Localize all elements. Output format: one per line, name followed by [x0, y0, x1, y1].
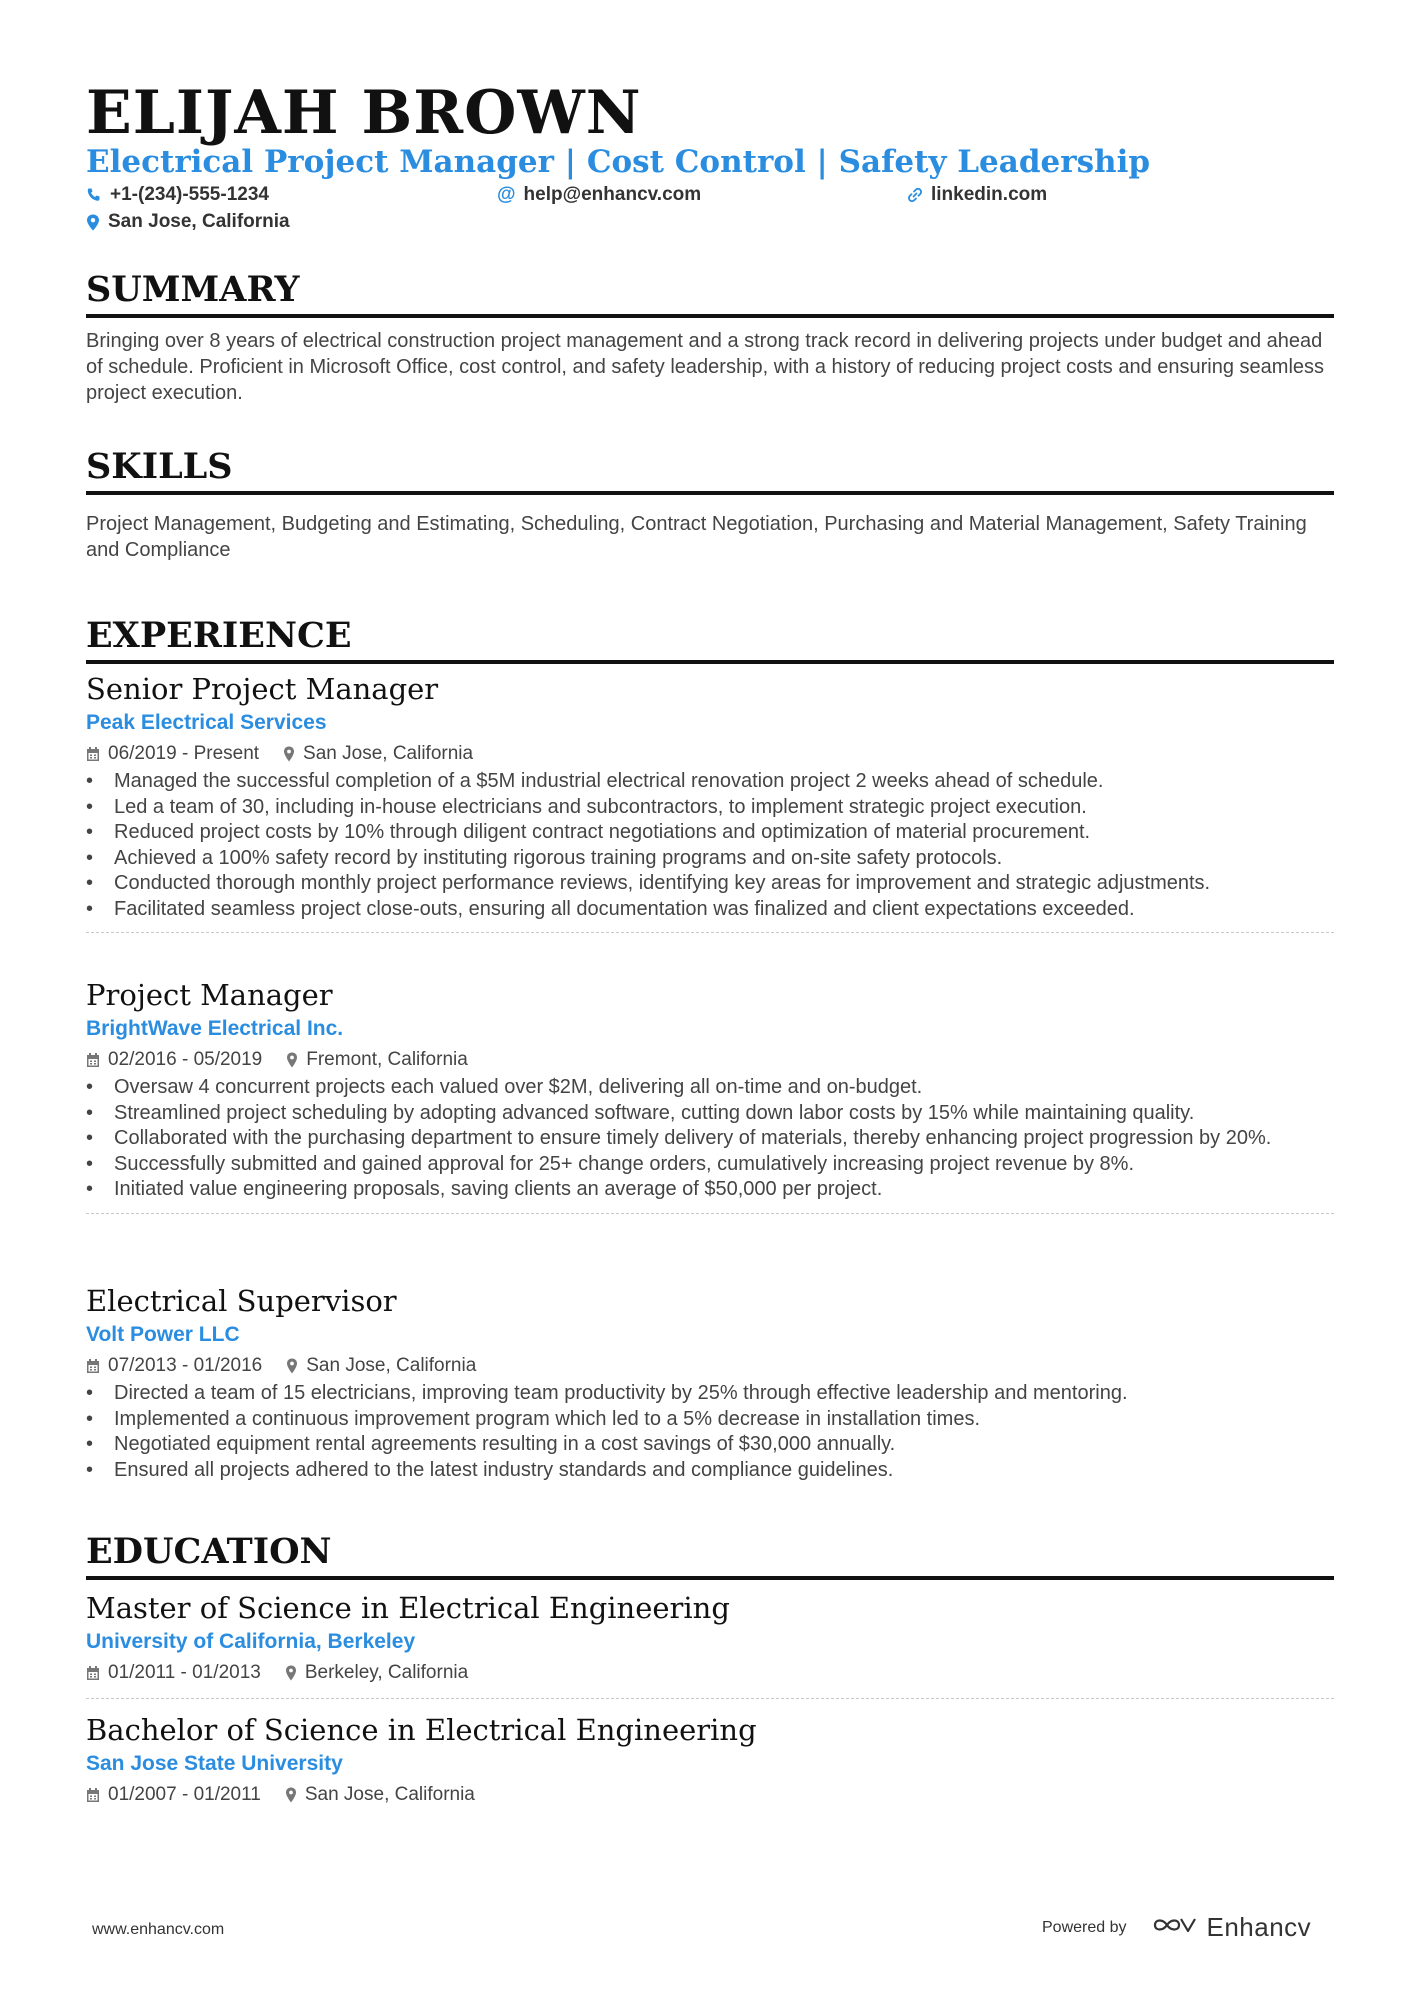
education-meta	[86, 1658, 1334, 1688]
company-name: BrightWave Electrical Inc.	[86, 1017, 344, 1040]
job-title: Electrical Supervisor	[86, 1284, 397, 1318]
list-item: • Reduced project costs by 10% through diligent contract negotiations and optimization of material procurement.	[86, 820, 1334, 846]
skills-heading: SKILLS	[86, 445, 1334, 495]
list-item: • Negotiated equipment rental agreements resulting in a cost savings of $30,000 annually.	[86, 1432, 1334, 1458]
entry-divider	[86, 932, 1334, 933]
education-location: San Jose, California	[304, 1784, 475, 1805]
skills-text: Project Management, Budgeting and Estimating, Scheduling, Contract Negotiation, Purchasing and Material Management, Safety Training and Compliance	[86, 513, 1307, 561]
degree-title: Master of Science in Electrical Engineering	[86, 1591, 730, 1625]
job-location: San Jose, California	[306, 1355, 477, 1376]
summary-text: Bringing over 8 years of electrical construction project management and a strong track record in delivering projects under budget and ahead of schedule. Proficient in Microsoft Office, cost control, and safety leadership, with a history of reducing project costs and ensuring seamless project execution.	[86, 330, 1325, 404]
at-icon: @	[497, 184, 516, 205]
list-item: • Achieved a 100% safety record by instituting rigorous training programs and on-site safety protocols.	[86, 846, 1334, 872]
education-entry	[86, 1712, 1334, 1810]
list-item: • Successfully submitted and gained approval for 25+ change orders, cumulatively increasing project revenue by 8%.	[86, 1152, 1334, 1178]
list-item: • Collaborated with the purchasing department to ensure timely delivery of materials, thereby enhancing project progression by 20%.	[86, 1126, 1334, 1152]
experience-entry	[86, 671, 1334, 933]
job-title: Senior Project Manager	[86, 672, 439, 706]
job-bullets	[86, 1381, 1334, 1483]
calendar-icon	[86, 746, 100, 762]
email-text[interactable]: help@enhancv.com	[523, 184, 702, 205]
calendar-icon	[86, 1787, 100, 1803]
calendar-icon	[86, 1665, 100, 1681]
location-pin-icon	[286, 1052, 298, 1068]
location-pin-icon	[285, 1787, 297, 1803]
degree-title: Bachelor of Science in Electrical Engineering	[86, 1713, 757, 1747]
education-meta	[86, 1780, 1334, 1810]
entry-divider	[86, 1698, 1334, 1699]
footer-website[interactable]: www.enhancv.com	[92, 1921, 225, 1938]
education-heading: EDUCATION	[86, 1530, 1334, 1580]
phone-icon	[86, 187, 102, 203]
education-entry	[86, 1590, 1334, 1699]
job-meta	[86, 1045, 1334, 1075]
education-dates: 01/2007 - 01/2011	[108, 1784, 261, 1805]
job-dates: 02/2016 - 05/2019	[108, 1049, 263, 1070]
location-pin-icon	[285, 1665, 297, 1681]
job-dates: 06/2019 - Present	[108, 743, 260, 764]
experience-entry	[86, 977, 1334, 1214]
list-item: • Oversaw 4 concurrent projects each valued over $2M, delivering all on-time and on-budget.	[86, 1075, 1334, 1101]
linkedin-text[interactable]: linkedin.com	[931, 184, 1048, 205]
contact-location	[86, 211, 290, 233]
location-pin-icon	[86, 214, 100, 231]
powered-by-label: Powered by	[1042, 1918, 1127, 1936]
job-title: Project Manager	[86, 978, 333, 1012]
phone-text[interactable]: +1-(234)-555-1234	[110, 184, 269, 205]
company-name: Volt Power LLC	[86, 1323, 240, 1346]
list-item: • Conducted thorough monthly project performance reviews, identifying key areas for improvement and strategic adjustments.	[86, 871, 1334, 897]
experience-heading: EXPERIENCE	[86, 614, 1334, 664]
job-bullets	[86, 1075, 1334, 1203]
experience-entry	[86, 1283, 1334, 1483]
list-item: • Managed the successful completion of a $5M industrial electrical renovation project 2 weeks ahead of schedule.	[86, 769, 1334, 795]
education-location: Berkeley, California	[304, 1662, 469, 1683]
list-item: • Initiated value engineering proposals, saving clients an average of $50,000 per project.	[86, 1177, 1334, 1203]
footer-branding	[1042, 1912, 1311, 1943]
calendar-icon	[86, 1052, 100, 1068]
entry-divider	[86, 1213, 1334, 1214]
headline: Electrical Project Manager | Cost Control | Safety Leadership	[86, 144, 1151, 180]
school-name: San Jose State University	[86, 1752, 343, 1775]
contact-phone	[86, 184, 269, 206]
location-text: San Jose, California	[108, 211, 290, 232]
list-item: • Facilitated seamless project close-outs, ensuring all documentation was finalized and client expectations exceeded.	[86, 897, 1334, 923]
summary-heading: SUMMARY	[86, 268, 1334, 318]
contact-email	[497, 184, 701, 206]
list-item: • Ensured all projects adhered to the latest industry standards and compliance guidelines.	[86, 1458, 1334, 1484]
list-item: • Directed a team of 15 electricians, improving team productivity by 25% through effective leadership and mentoring.	[86, 1381, 1334, 1407]
candidate-name: ELIJAH BROWN	[86, 78, 642, 148]
list-item: • Streamlined project scheduling by adopting advanced software, cutting down labor costs by 15% while maintaining quality.	[86, 1101, 1334, 1127]
enhancv-logo-icon	[1151, 1913, 1199, 1942]
brand-name: Enhancv	[1206, 1912, 1312, 1942]
location-pin-icon	[283, 746, 295, 762]
link-icon	[907, 187, 923, 203]
education-dates: 01/2011 - 01/2013	[108, 1662, 261, 1683]
contact-linkedin	[907, 184, 1047, 206]
location-pin-icon	[286, 1358, 298, 1374]
company-name: Peak Electrical Services	[86, 711, 327, 734]
job-meta	[86, 739, 1334, 769]
job-location: San Jose, California	[303, 743, 474, 764]
job-bullets	[86, 769, 1334, 922]
job-meta	[86, 1351, 1334, 1381]
list-item: • Implemented a continuous improvement program which led to a 5% decrease in installation times.	[86, 1407, 1334, 1433]
job-location: Fremont, California	[306, 1049, 468, 1070]
job-dates: 07/2013 - 01/2016	[108, 1355, 263, 1376]
school-name: University of California, Berkeley	[86, 1630, 416, 1653]
calendar-icon	[86, 1358, 100, 1374]
list-item: • Led a team of 30, including in-house electricians and subcontractors, to implement strategic project execution.	[86, 795, 1334, 821]
